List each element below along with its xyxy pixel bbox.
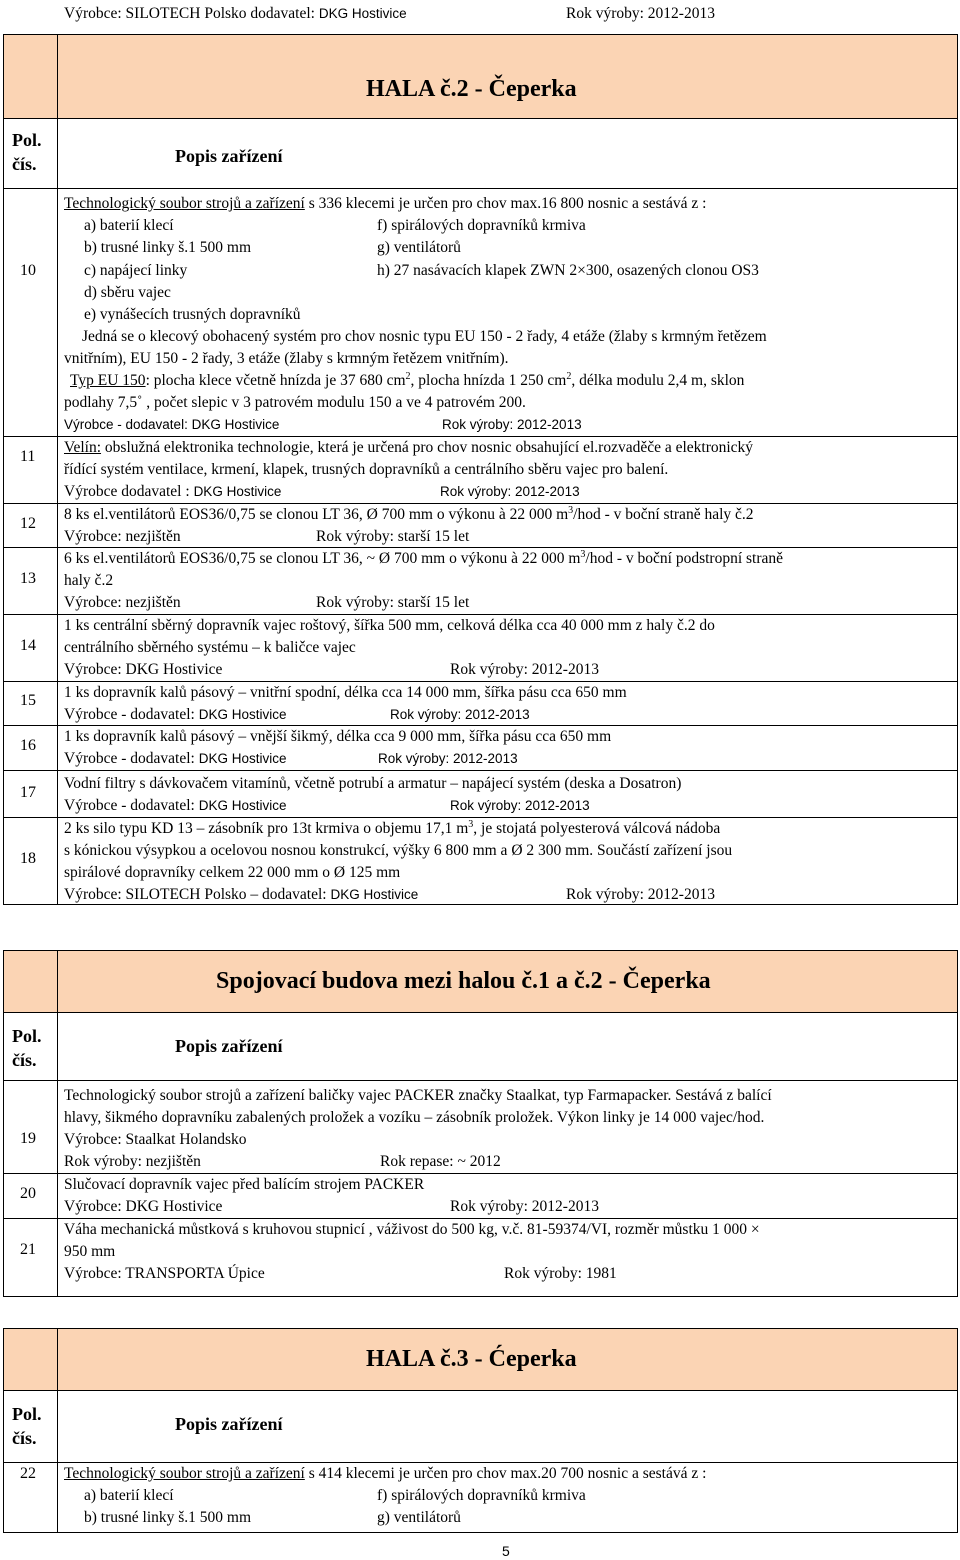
item-number: 16 [20,737,36,754]
item-number: 15 [20,692,36,709]
item-maker: Výrobce: DKG Hostivice [64,661,223,678]
item-maker: Výrobce: Staalkat Holandsko [64,1131,247,1148]
list-item: f) spirálových dopravníků krmiva [377,1487,586,1504]
item-text: 2 ks silo typu KD 13 – zásobník pro 13t krmiva o objemu 17,1 $m^3$, je stojatá polyesterová válcová nádoba [64,818,721,837]
item-maker: Výrobce - dodavatel: DKG Hostivice [64,417,280,432]
item-number: 13 [20,570,36,587]
item-repair: Rok repase: ~ 2012 [380,1153,501,1170]
item-year: Rok výroby: 2012-2013 [566,886,715,903]
item-text: Technologický soubor strojů a zařízení s 336 klecemi je určen pro chov max.16 800 nosnic a sestává z : [64,195,707,212]
item-text: Váha mechanická můstková s kruhovou stupnicí , váživost do 500 kg, v.č. 81-59374/VI, rozměr můstku 1 000 × [64,1221,760,1238]
item-year: Rok výroby: 2012-2013 [442,417,582,432]
page-number: 5 [502,1543,510,1559]
item-number: 20 [20,1185,36,1202]
item-text: s kónickou výsypkou a ocelovou nosnou konstrukcí, výšky 6 800 mm a Ø 2 300 mm. Součástí zařízení jsou [64,842,733,859]
item-number: 18 [20,850,36,867]
list-item: b) trusné linky š.1 500 mm [84,1509,252,1526]
item-maker: Výrobce dodavatel : DKG Hostivice [64,483,282,500]
item-number: 17 [20,784,36,801]
item-number: 22 [20,1465,36,1482]
item-number: 10 [20,262,36,279]
item-text: centrálního sběrného systému – k baličce vajec [64,639,356,656]
item-maker: Výrobce: nezjištěn [64,594,181,611]
top-supplier: DKG Hostivice [318,6,407,21]
item-text: Typ EU 150: plocha klece včetně hnízda je 37 680 $cm^2$, plocha hnízda 1 250 $cm^2$, délka modulu 2,4 m, sklon [70,370,745,389]
item-text: Technologický soubor strojů a zařízení baličky vajec PACKER značky Staalkat, typ Farmapacker. Sestává z balící [64,1087,772,1104]
item-year: Rok výroby: 2012-2013 [440,484,580,499]
item-year: Rok výroby: starší 15 let [316,528,470,545]
item-maker: Výrobce: TRANSPORTA Úpice [64,1265,265,1282]
row-divider [3,436,57,437]
item-text: 950 mm [64,1243,116,1260]
item-maker: Výrobce - dodavatel: DKG Hostivice [64,797,287,814]
col-head-desc: Popis zařízení [175,1036,283,1056]
item-text: hlavy, šikmého dopravníku zabalených proložek a vozíku – zásobník proložek. Výkon linky je 14 000 vajec/hod. [64,1109,765,1126]
col-head-num: Pol. čís. [12,1026,42,1070]
item-text: Velín: obslužná elektronika technologie, která je určená pro chov nosnic obsahující el.rozvaděče a elektronický [64,439,754,456]
section-header-left [4,35,58,119]
item-number: 21 [20,1241,36,1258]
item-number: 11 [20,448,36,465]
col-head-num: Pol. čís. [12,1404,42,1448]
list-item: b) trusné linky š.1 500 mm [84,239,252,256]
section-header-left [4,951,58,1013]
item-number: 14 [20,637,36,654]
item-year: Rok výroby: 2012-2013 [378,751,518,766]
item-maker: Výrobce: nezjištěn [64,528,181,545]
list-item: e) vynášecích trusných dopravníků [84,306,301,323]
list-item: g) ventilátorů [377,239,461,256]
item-year: Rok výroby: 2012-2013 [450,798,590,813]
item-text: 8 ks el.ventilátorů EOS36/0,75 se clonou LT 36, Ø 700 mm o výkonu à 22 000 $m^3$/hod - v boční straně haly č.2 [64,504,754,523]
list-item: h) 27 nasávacích klapek ZWN 2×300, osazených clonou OS3 [377,262,759,279]
item-number: 12 [20,515,36,532]
list-item: a) baterií klecí [84,1487,174,1504]
item-maker: Výrobce - dodavatel: DKG Hostivice [64,750,287,767]
item-year: Rok výroby: starší 15 let [316,594,470,611]
item-number: 19 [20,1130,36,1147]
section-header-left [4,1329,58,1391]
item-text: spirálové dopravníky celkem 22 000 mm o Ø 125 mm [64,864,401,881]
item-text: Slučovací dopravník vajec před balícím strojem PACKER [64,1176,425,1193]
item-text: Technologický soubor strojů a zařízení s 414 klecemi je určen pro chov max.20 700 nosnic a sestává z : [64,1465,707,1482]
section-title: HALA č.2 - Čeperka [366,76,577,102]
item-text: podlahy 7,5˚ , počet slepic v 3 patrovém modulu 150 a ve 4 patrovém 200. [64,394,526,411]
item-text: Jedná se o klecový obohacený systém pro chov nosnic typu EU 150 - 2 řady, 4 etáže (žlaby s krmným řetězem [82,328,767,345]
list-item: g) ventilátorů [377,1509,461,1526]
section-title: Spojovací budova mezi halou č.1 a č.2 - Čeperka [216,968,711,994]
item-year: Rok výroby: 2012-2013 [450,661,599,678]
item-year: Rok výroby: 1981 [504,1265,617,1282]
item-text: vnitřním), EU 150 - 2 řady, 3 etáže (žlaby s krmným řetězem vnitřním). [64,350,509,367]
item-text: 1 ks centrální sběrný dopravník vajec roštový, šířka 500 mm, celková délka cca 40 000 mm z haly č.2 do [64,617,715,634]
col-head-num: Pol. čís. [12,130,42,174]
item-text: 6 ks el.ventilátorů EOS36/0,75 se clonou LT 36, ~ Ø 700 mm o výkonu à 22 000 $m^3$/hod - v boční podstropní straně [64,548,784,567]
item-text: haly č.2 [64,572,114,589]
row-divider [3,770,957,771]
col-head-desc: Popis zařízení [175,146,283,166]
list-item: d) sběru vajec [84,284,171,301]
section-title: HALA č.3 - Ćeperka [366,1346,577,1372]
list-item: f) spirálových dopravníků krmiva [377,217,586,234]
item-maker: Výrobce: SILOTECH Polsko – dodavatel: DKG Hostivice [64,886,419,903]
item-year: Rok výroby: 2012-2013 [390,707,530,722]
top-year: Rok výroby: 2012-2013 [566,5,715,22]
item-maker: Výrobce: DKG Hostivice [64,1198,223,1215]
item-text: Vodní filtry s dávkovačem vitamínů, včetně potrubí a armatur – napájecí systém (deska a Dosatron) [64,775,682,792]
item-maker: Výrobce - dodavatel: DKG Hostivice [64,706,287,723]
list-item: c) napájecí linky [84,262,188,279]
top-maker: Výrobce: SILOTECH Polsko dodavatel: [64,5,315,22]
col-head-desc: Popis zařízení [175,1414,283,1434]
item-year: Rok výroby: nezjištěn [64,1153,201,1170]
list-item: a) baterií klecí [84,217,174,234]
item-text: 1 ks dopravník kalů pásový – vnější šikmý, délka cca 9 000 mm, šířka pásu cca 650 mm [64,728,612,745]
item-text: řídící systém ventilace, krmení, klapek, trusných dopravníků a centrálního sběru vajec pro balení. [64,461,669,478]
item-year: Rok výroby: 2012-2013 [450,1198,599,1215]
top-maker-line [64,3,407,25]
item-text: 1 ks dopravník kalů pásový – vnitřní spodní, délka cca 14 000 mm, šířka pásu cca 650 mm [64,684,627,701]
